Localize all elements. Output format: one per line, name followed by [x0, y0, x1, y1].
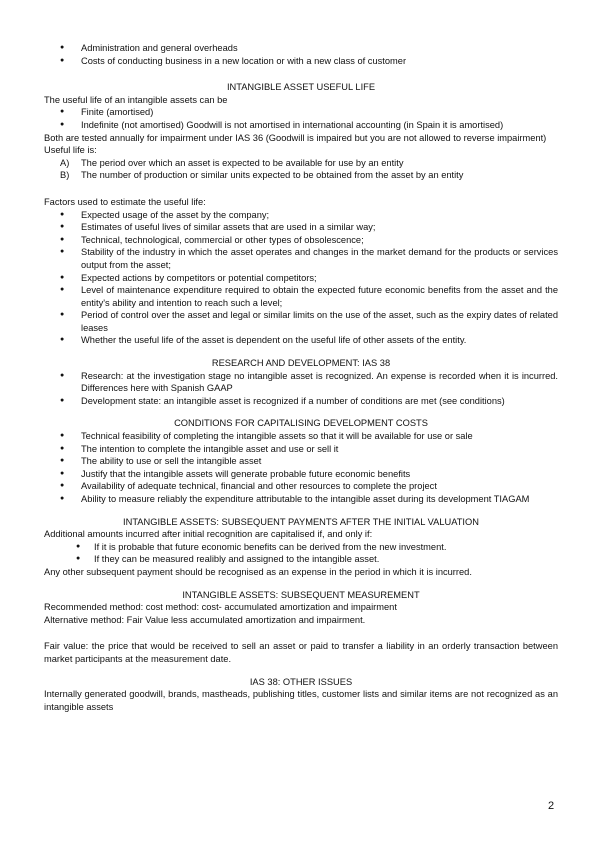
list-item: ● Costs of conducting business in a new location or with a new class of customer — [44, 55, 558, 68]
list-item: ● Justify that the intangible assets will generate probable future economic benefits — [44, 468, 558, 481]
conditions-list — [44, 430, 558, 506]
list-item-text: The number of production or similar units expected to be obtained from the asset by an entity — [81, 170, 464, 181]
paragraph: Recommended method: cost method: cost- accumulated amortization and impairment — [44, 602, 397, 613]
list-item — [44, 169, 558, 182]
list-marker: B) — [60, 170, 70, 181]
list-item: ● The intention to complete the intangible asset and use or sell it — [44, 443, 558, 456]
page-number: 2 — [548, 800, 555, 812]
heading-other-issues: IAS 38: OTHER ISSUES — [249, 676, 353, 687]
paragraph: Fair value: the price that would be received to sell an asset or paid to transfer a liability in an orderly transaction between market participants at the measurement date. — [44, 641, 558, 664]
list-item: ● The ability to use or sell the intangible asset — [44, 455, 558, 468]
list-item: ● Development state: an intangible asset is recognized if a number of conditions are met (see conditions) — [44, 395, 558, 408]
heading-research: RESEARCH AND DEVELOPMENT: IAS 38 — [211, 358, 391, 369]
list-item-text: The period over which an asset is expected to be available for use by an entity — [81, 157, 404, 168]
list-item: ● Ability to measure reliably the expenditure attributable to the intangible asset during its development TIAGAM — [44, 493, 558, 506]
paragraph: Additional amounts incurred after initial recognition are capitalised if, and only if: — [44, 529, 373, 540]
list-item: ● Finite (amortised) — [44, 106, 558, 119]
factors-list — [44, 209, 558, 348]
list-item: ● Whether the useful life of the asset is dependent on the useful life of other assets of the entity. — [44, 334, 558, 347]
heading-subsequent-measurement: INTANGIBLE ASSETS: SUBSEQUENT MEASUREMENT — [182, 589, 420, 600]
list-item — [44, 157, 558, 170]
intro-bullet-list — [44, 42, 558, 67]
useful-life-types-list — [44, 106, 558, 131]
list-item: ● Indefinite (not amortised) Goodwill is not amortised in international accounting (in Spain it is amortised) — [44, 119, 558, 132]
paragraph: Factors used to estimate the useful life: — [44, 196, 206, 207]
paragraph: Any other subsequent payment should be recognised as an expense in the period in which it is incurred. — [44, 566, 472, 577]
heading-conditions: CONDITIONS FOR CAPITALISING DEVELOPMENT COSTS — [174, 418, 428, 429]
paragraph: Useful life is: — [44, 145, 97, 156]
list-item: ● Administration and general overheads — [44, 42, 558, 55]
list-item: ● Expected actions by competitors or potential competitors; — [44, 272, 558, 285]
paragraph: Alternative method: Fair Value less accumulated amortization and impairment. — [44, 614, 366, 625]
list-item: ● Research: at the investigation stage no intangible asset is recognized. An expense is recorded when it is incurred. Differences here with Spanish GAAP — [44, 370, 558, 395]
subsequent-payments-list — [44, 541, 558, 566]
heading-useful-life: INTANGIBLE ASSET USEFUL LIFE — [226, 82, 376, 93]
paragraph: The useful life of an intangible assets can be — [44, 94, 228, 105]
list-item: ● Stability of the industry in which the asset operates and changes in the market demand for the products or services output from the asset; — [44, 246, 558, 271]
list-item: ● Availability of adequate technical, financial and other resources to complete the project — [44, 480, 558, 493]
list-item: ● Technical feasibility of completing the intangible assets so that it will be available for use or sale — [44, 430, 558, 443]
list-item: ● Technical, technological, commercial or other types of obsolescence; — [44, 234, 558, 247]
list-item: ● Expected usage of the asset by the company; — [44, 209, 558, 222]
list-item: ● If they can be measured realibly and assigned to the intangible asset. — [44, 553, 558, 566]
list-item: ● Period of control over the asset and legal or similar limits on the use of the asset, such as the expiry dates of related leases — [44, 309, 558, 334]
heading-subsequent-payments: INTANGIBLE ASSETS: SUBSEQUENT PAYMENTS AFTER THE INITIAL VALUATION — [123, 516, 479, 527]
research-list — [44, 370, 558, 408]
list-item: ● Level of maintenance expenditure required to obtain the expected future economic benefits from the asset and the entity's ability and intention to reach such a level; — [44, 284, 558, 309]
list-item: ● Estimates of useful lives of similar assets that are used in a similar way; — [44, 221, 558, 234]
list-marker: A) — [60, 157, 70, 168]
paragraph: Both are tested annually for impairment under IAS 36 (Goodwill is impaired but you are not allowed to reverse impairment) — [44, 132, 547, 143]
document-page — [44, 42, 558, 713]
paragraph: Internally generated goodwill, brands, mastheads, publishing titles, customer lists and similar items are not recognized as an intangible assets — [44, 689, 558, 712]
useful-life-definitions-list — [44, 157, 558, 182]
list-item: ● If it is probable that future economic benefits can be derived from the new investment. — [44, 541, 558, 554]
